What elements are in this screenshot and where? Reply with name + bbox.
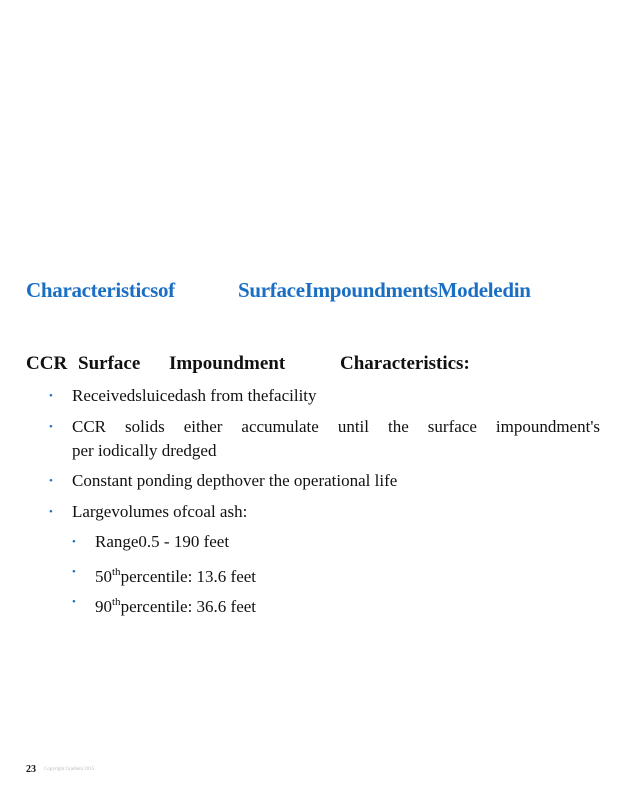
ordinal-suffix: th (112, 566, 121, 578)
bullet-dot-icon: • (49, 390, 53, 402)
percentile-value: percentile: 13.6 feet (120, 567, 257, 586)
bullet-dot-icon: • (49, 506, 53, 518)
bullet-item: Constant ponding depthover the operational life (72, 471, 398, 490)
percentile-value: percentile: 36.6 feet (120, 597, 257, 616)
heading-word-1: CCR (26, 353, 68, 374)
sub-bullet-dot-icon: • (72, 596, 76, 608)
sub-bullet-dot-icon: • (72, 566, 76, 578)
percentile-number: 90 (95, 597, 112, 616)
bullet-dot-icon: • (49, 475, 53, 487)
slide-title (26, 278, 606, 308)
title-part-2: SurfaceImpoundmentsModeledin (238, 278, 531, 302)
footer-text: Copyright Gradient 2015 (44, 767, 95, 772)
bullet-dot-icon: • (49, 421, 53, 433)
sub-bullet-item (95, 590, 495, 619)
sub-bullet-dot-icon: • (72, 536, 76, 548)
heading-word-2: Surface (78, 353, 141, 374)
page-number: 23 (26, 764, 36, 775)
sub-bullet-item: Range0.5 - 190 feet (95, 532, 230, 551)
bullet-item: Largevolumes ofcoal ash: (72, 502, 248, 521)
sub-bullet-item (95, 560, 495, 589)
title-part-1: Characteristicsof (26, 278, 175, 302)
ordinal-suffix: th (112, 596, 121, 608)
bullet-item: CCR solids either accumulate until the surface impoundment's (72, 417, 600, 436)
percentile-number: 50 (95, 567, 112, 586)
heading-word-3: Impoundment (169, 353, 286, 374)
bullet-item-continuation: per iodically dredged (72, 441, 217, 460)
bullet-item: Receivedsluicedash from thefacility (72, 386, 317, 405)
heading-word-4: Characteristics: (340, 353, 470, 374)
section-heading (26, 353, 606, 379)
